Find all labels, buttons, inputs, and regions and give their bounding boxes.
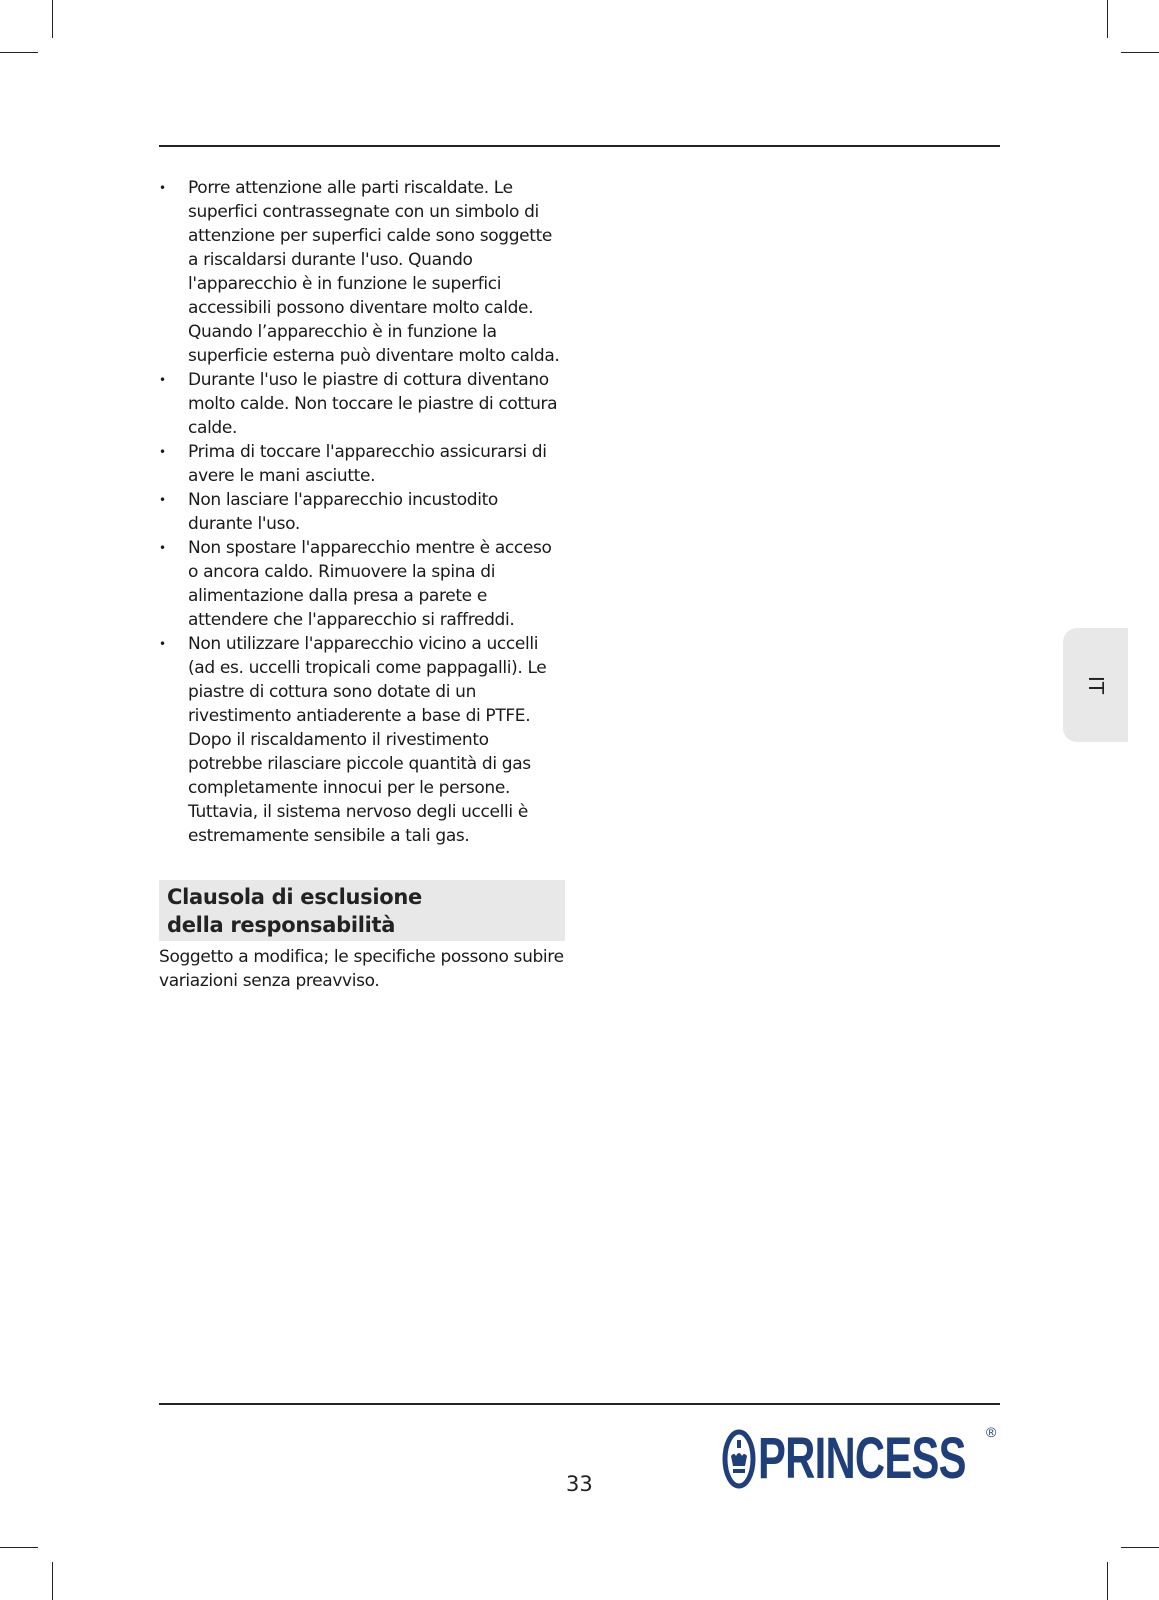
- top-rule: [159, 145, 1000, 147]
- list-item: • Non utilizzare l'apparecchio vicino a uccelli (ad es. uccelli tropicali come pappagalli). Le piastre di cottura sono dotate di un rivestimento antiaderente a base di PTFE. Dopo il riscaldamento il rivestimento potrebbe rilasciare piccole quantità di gas completamente innocui per le persone. Tuttavia, il sistema nervoso degli uccelli è estremamente sensibile a tali gas.: [159, 632, 565, 848]
- list-item: • Porre attenzione alle parti riscaldate. Le superfici contrassegnate con un simbolo di attenzione per superfici calde sono soggette a riscaldarsi durante l'uso. Quando l'apparecchio è in funzione le superfici accessibili possono diventare molto calde. Quando l’apparecchio è in funzione la superficie esterna può diventare molto calda.: [159, 176, 565, 368]
- language-label: IT: [1083, 675, 1108, 695]
- crop-mark: [52, 0, 53, 38]
- language-tab: [1063, 628, 1128, 742]
- list-item: • Non spostare l'apparecchio mentre è acceso o ancora caldo. Rimuovere la spina di alimentazione dalla presa a parete e attendere che l'apparecchio si raffreddi.: [159, 536, 565, 632]
- page-number: 33: [566, 1472, 593, 1496]
- registered-mark: ®: [986, 1424, 997, 1440]
- crop-mark: [1121, 52, 1159, 53]
- heading-line: Clausola di esclusione: [167, 885, 422, 909]
- crop-mark: [52, 1562, 53, 1600]
- crop-mark: [0, 1547, 38, 1548]
- list-item: • Non lasciare l'apparecchio incustodito durante l'uso.: [159, 488, 565, 536]
- crop-mark: [0, 52, 38, 53]
- disclaimer-text: Soggetto a modifica; le specifiche possono subire variazioni senza preavviso.: [159, 947, 564, 991]
- safety-list: [159, 176, 565, 848]
- list-item: • Durante l'uso le piastre di cottura diventano molto calde. Non toccare le piastre di cottura calde.: [159, 368, 565, 440]
- crop-mark: [1107, 0, 1108, 38]
- section-heading: [159, 880, 565, 941]
- brand-name: PRINCESS: [758, 1426, 966, 1491]
- crop-mark: [1107, 1562, 1108, 1600]
- princess-crest-icon: [722, 1426, 756, 1492]
- crop-mark: [1121, 1547, 1159, 1548]
- list-item: • Prima di toccare l'apparecchio assicurarsi di avere le mani asciutte.: [159, 440, 565, 488]
- bottom-rule: [159, 1403, 1000, 1405]
- heading-line: della responsabilità: [167, 913, 396, 937]
- main-content: [159, 176, 565, 993]
- princess-logo: [722, 1424, 1004, 1500]
